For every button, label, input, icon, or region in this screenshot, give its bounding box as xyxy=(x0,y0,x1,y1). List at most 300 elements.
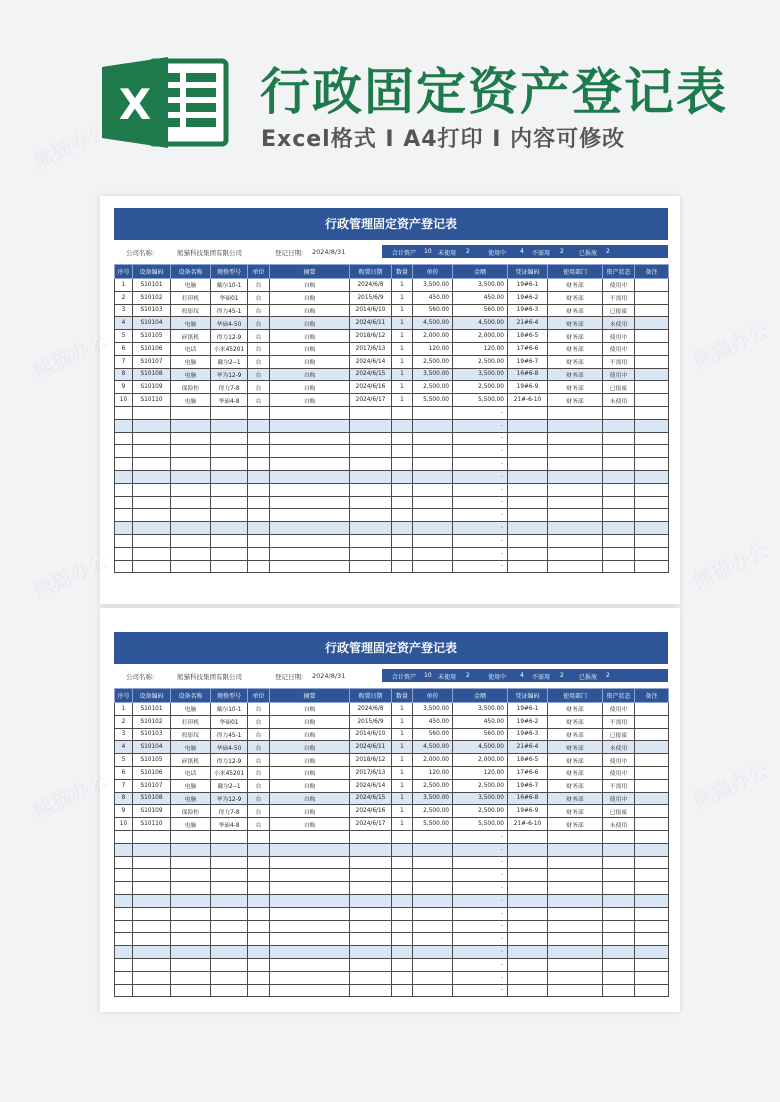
table-cell[interactable]: S10106 xyxy=(133,342,171,355)
table-cell[interactable]: 财务部 xyxy=(548,818,603,831)
table-cell[interactable]: 投影仪 xyxy=(171,304,211,317)
table-cell[interactable]: 自购 xyxy=(270,368,350,381)
table-cell[interactable] xyxy=(248,509,270,522)
table-cell[interactable] xyxy=(211,458,248,471)
table-cell[interactable] xyxy=(508,894,548,907)
table-cell[interactable] xyxy=(171,496,211,509)
table-cell[interactable] xyxy=(548,882,603,895)
table-cell[interactable] xyxy=(392,534,413,547)
table-cell[interactable]: 560.00 xyxy=(453,728,508,741)
table-cell[interactable] xyxy=(211,483,248,496)
table-cell[interactable] xyxy=(392,984,413,997)
table-cell[interactable] xyxy=(635,496,669,509)
table-cell[interactable] xyxy=(548,509,603,522)
table-cell[interactable] xyxy=(211,920,248,933)
table-cell[interactable] xyxy=(413,509,453,522)
table-cell[interactable] xyxy=(603,830,635,843)
table-cell[interactable] xyxy=(211,907,248,920)
table-cell[interactable]: 自购 xyxy=(270,291,350,304)
table-cell[interactable]: 560.00 xyxy=(453,304,508,317)
table-cell[interactable]: 财务部 xyxy=(548,317,603,330)
table-cell[interactable] xyxy=(413,830,453,843)
table-cell[interactable]: 电脑 xyxy=(171,317,211,330)
table-cell[interactable]: S10101 xyxy=(133,703,171,716)
table-cell[interactable] xyxy=(115,894,133,907)
table-cell[interactable]: 2024/6/16 xyxy=(350,805,392,818)
table-cell[interactable]: 使用中 xyxy=(603,279,635,292)
table-cell[interactable]: - xyxy=(453,958,508,971)
table-cell[interactable] xyxy=(133,560,171,573)
table-cell[interactable]: - xyxy=(453,470,508,483)
table-cell[interactable] xyxy=(635,843,669,856)
table-cell[interactable] xyxy=(548,470,603,483)
table-cell[interactable] xyxy=(635,869,669,882)
table-cell[interactable] xyxy=(635,458,669,471)
table-cell[interactable] xyxy=(270,907,350,920)
table-cell[interactable] xyxy=(270,894,350,907)
table-cell[interactable]: 9 xyxy=(115,805,133,818)
table-cell[interactable]: 2024/6/15 xyxy=(350,792,392,805)
table-cell[interactable]: 7 xyxy=(115,779,133,792)
table-cell[interactable] xyxy=(635,984,669,997)
table-cell[interactable]: 10 xyxy=(115,818,133,831)
table-cell[interactable]: 电脑 xyxy=(171,792,211,805)
table-cell[interactable]: 得力45-1 xyxy=(211,728,248,741)
table-cell[interactable] xyxy=(248,406,270,419)
table-cell[interactable] xyxy=(350,483,392,496)
table-cell[interactable]: 1 xyxy=(392,715,413,728)
table-cell[interactable] xyxy=(211,933,248,946)
table-cell[interactable]: 2024/6/11 xyxy=(350,741,392,754)
table-cell[interactable] xyxy=(635,907,669,920)
table-cell[interactable] xyxy=(248,458,270,471)
table-cell[interactable] xyxy=(413,432,453,445)
table-cell[interactable] xyxy=(508,560,548,573)
table-cell[interactable] xyxy=(115,432,133,445)
table-cell[interactable] xyxy=(211,470,248,483)
table-cell[interactable]: 电脑 xyxy=(171,703,211,716)
table-cell[interactable] xyxy=(115,406,133,419)
table-cell[interactable]: 1 xyxy=(115,703,133,716)
table-cell[interactable] xyxy=(392,856,413,869)
table-cell[interactable]: - xyxy=(453,856,508,869)
table-cell[interactable] xyxy=(548,534,603,547)
table-cell[interactable]: 台 xyxy=(248,754,270,767)
table-cell[interactable]: 已报废 xyxy=(603,304,635,317)
table-cell[interactable]: 7 xyxy=(115,355,133,368)
table-cell[interactable]: 自购 xyxy=(270,342,350,355)
table-cell[interactable]: 财务部 xyxy=(548,715,603,728)
table-cell[interactable]: 电脑 xyxy=(171,368,211,381)
table-cell[interactable]: 3,500.00 xyxy=(413,368,453,381)
table-cell[interactable] xyxy=(133,907,171,920)
table-cell[interactable]: 使用中 xyxy=(603,703,635,716)
table-cell[interactable]: 5 xyxy=(115,754,133,767)
table-cell[interactable] xyxy=(413,496,453,509)
table-cell[interactable] xyxy=(248,920,270,933)
table-cell[interactable]: 17#6-6 xyxy=(508,342,548,355)
table-cell[interactable] xyxy=(350,907,392,920)
table-cell[interactable] xyxy=(171,458,211,471)
table-cell[interactable] xyxy=(635,715,669,728)
table-cell[interactable] xyxy=(413,933,453,946)
table-cell[interactable]: - xyxy=(453,432,508,445)
table-cell[interactable] xyxy=(115,843,133,856)
table-cell[interactable] xyxy=(603,445,635,458)
table-cell[interactable]: 华硕4-8 xyxy=(211,394,248,407)
table-cell[interactable] xyxy=(635,419,669,432)
table-cell[interactable] xyxy=(350,894,392,907)
table-cell[interactable] xyxy=(171,894,211,907)
table-cell[interactable] xyxy=(392,920,413,933)
table-cell[interactable] xyxy=(115,419,133,432)
table-cell[interactable] xyxy=(115,869,133,882)
table-cell[interactable] xyxy=(171,920,211,933)
table-cell[interactable]: 使用中 xyxy=(603,342,635,355)
table-cell[interactable] xyxy=(635,509,669,522)
table-cell[interactable] xyxy=(211,958,248,971)
table-cell[interactable] xyxy=(548,984,603,997)
table-cell[interactable] xyxy=(603,958,635,971)
table-cell[interactable]: 19#6-2 xyxy=(508,715,548,728)
table-cell[interactable]: 保险柜 xyxy=(171,805,211,818)
table-cell[interactable]: 台 xyxy=(248,330,270,343)
table-cell[interactable] xyxy=(171,534,211,547)
table-cell[interactable] xyxy=(392,509,413,522)
table-cell[interactable]: 2,000.00 xyxy=(453,754,508,767)
table-cell[interactable] xyxy=(413,894,453,907)
table-cell[interactable]: - xyxy=(453,946,508,959)
table-cell[interactable]: 18#6-5 xyxy=(508,754,548,767)
table-cell[interactable] xyxy=(211,946,248,959)
table-cell[interactable]: 21#-6-10 xyxy=(508,394,548,407)
table-cell[interactable] xyxy=(270,483,350,496)
table-cell[interactable] xyxy=(508,920,548,933)
table-cell[interactable] xyxy=(413,971,453,984)
table-cell[interactable]: 财务部 xyxy=(548,754,603,767)
table-cell[interactable] xyxy=(548,971,603,984)
table-cell[interactable]: 财务部 xyxy=(548,368,603,381)
table-cell[interactable] xyxy=(133,419,171,432)
table-cell[interactable] xyxy=(392,496,413,509)
table-cell[interactable]: 台 xyxy=(248,766,270,779)
table-cell[interactable]: 2017/6/13 xyxy=(350,342,392,355)
table-cell[interactable] xyxy=(635,534,669,547)
table-cell[interactable]: 使用中 xyxy=(603,330,635,343)
table-cell[interactable] xyxy=(413,882,453,895)
table-cell[interactable]: 投影仪 xyxy=(171,728,211,741)
table-cell[interactable] xyxy=(603,984,635,997)
table-cell[interactable]: 3,500.00 xyxy=(413,703,453,716)
table-cell[interactable]: 不需用 xyxy=(603,715,635,728)
table-cell[interactable] xyxy=(115,560,133,573)
table-cell[interactable] xyxy=(171,547,211,560)
table-cell[interactable] xyxy=(171,971,211,984)
table-cell[interactable] xyxy=(392,483,413,496)
table-cell[interactable] xyxy=(635,741,669,754)
table-cell[interactable] xyxy=(270,496,350,509)
table-cell[interactable] xyxy=(635,394,669,407)
table-cell[interactable]: 保险柜 xyxy=(171,381,211,394)
table-cell[interactable] xyxy=(508,496,548,509)
table-cell[interactable] xyxy=(392,946,413,959)
table-cell[interactable]: 自购 xyxy=(270,805,350,818)
table-cell[interactable]: 小米45201 xyxy=(211,766,248,779)
table-cell[interactable]: 1 xyxy=(392,317,413,330)
table-cell[interactable] xyxy=(248,419,270,432)
table-cell[interactable] xyxy=(350,470,392,483)
table-cell[interactable] xyxy=(171,869,211,882)
table-cell[interactable] xyxy=(350,445,392,458)
table-cell[interactable]: 华硕4-50 xyxy=(211,741,248,754)
table-cell[interactable] xyxy=(133,534,171,547)
table-cell[interactable] xyxy=(133,830,171,843)
table-cell[interactable]: 3,500.00 xyxy=(453,703,508,716)
table-cell[interactable] xyxy=(350,547,392,560)
table-cell[interactable] xyxy=(548,958,603,971)
table-cell[interactable]: 2024/6/15 xyxy=(350,368,392,381)
table-cell[interactable]: 120.00 xyxy=(413,766,453,779)
table-cell[interactable]: 财务部 xyxy=(548,792,603,805)
table-cell[interactable]: 财务部 xyxy=(548,279,603,292)
table-cell[interactable]: 1 xyxy=(392,342,413,355)
table-cell[interactable] xyxy=(270,445,350,458)
table-cell[interactable] xyxy=(603,534,635,547)
table-cell[interactable]: 自购 xyxy=(270,355,350,368)
table-cell[interactable]: 2,500.00 xyxy=(453,355,508,368)
table-cell[interactable] xyxy=(548,843,603,856)
table-cell[interactable]: 19#6-9 xyxy=(508,381,548,394)
table-cell[interactable]: 台 xyxy=(248,355,270,368)
table-cell[interactable] xyxy=(133,406,171,419)
table-cell[interactable]: 自购 xyxy=(270,779,350,792)
table-cell[interactable]: 2,500.00 xyxy=(413,355,453,368)
table-cell[interactable] xyxy=(548,869,603,882)
table-cell[interactable]: 450.00 xyxy=(413,715,453,728)
table-cell[interactable]: 华为12-9 xyxy=(211,792,248,805)
table-cell[interactable] xyxy=(508,971,548,984)
table-cell[interactable] xyxy=(603,406,635,419)
table-cell[interactable]: 电脑 xyxy=(171,355,211,368)
table-cell[interactable] xyxy=(115,496,133,509)
table-cell[interactable] xyxy=(413,920,453,933)
table-cell[interactable] xyxy=(392,882,413,895)
table-cell[interactable]: 6 xyxy=(115,766,133,779)
table-cell[interactable] xyxy=(171,445,211,458)
table-cell[interactable]: 台 xyxy=(248,703,270,716)
table-cell[interactable]: - xyxy=(453,843,508,856)
table-cell[interactable]: 5,500.00 xyxy=(453,818,508,831)
table-cell[interactable]: - xyxy=(453,882,508,895)
table-cell[interactable]: 得力45-1 xyxy=(211,304,248,317)
table-cell[interactable] xyxy=(548,907,603,920)
table-cell[interactable] xyxy=(115,882,133,895)
table-cell[interactable] xyxy=(603,920,635,933)
table-cell[interactable]: 2024/6/16 xyxy=(350,381,392,394)
table-cell[interactable]: 台 xyxy=(248,394,270,407)
table-cell[interactable] xyxy=(211,856,248,869)
table-cell[interactable] xyxy=(413,547,453,560)
table-cell[interactable] xyxy=(413,534,453,547)
table-cell[interactable] xyxy=(350,882,392,895)
table-cell[interactable]: 2024/6/14 xyxy=(350,355,392,368)
table-cell[interactable]: 8 xyxy=(115,368,133,381)
table-cell[interactable] xyxy=(508,907,548,920)
table-cell[interactable]: 自购 xyxy=(270,330,350,343)
table-cell[interactable] xyxy=(115,547,133,560)
table-cell[interactable] xyxy=(270,843,350,856)
table-cell[interactable]: 4,500.00 xyxy=(453,317,508,330)
table-cell[interactable] xyxy=(413,843,453,856)
table-cell[interactable]: 得力12-9 xyxy=(211,754,248,767)
table-cell[interactable] xyxy=(248,971,270,984)
table-cell[interactable]: 19#6-1 xyxy=(508,703,548,716)
table-cell[interactable] xyxy=(548,560,603,573)
table-cell[interactable] xyxy=(392,843,413,856)
table-cell[interactable]: 2015/6/9 xyxy=(350,291,392,304)
table-cell[interactable] xyxy=(248,830,270,843)
table-cell[interactable] xyxy=(270,830,350,843)
table-cell[interactable]: 华硕4-8 xyxy=(211,818,248,831)
table-cell[interactable]: 自购 xyxy=(270,317,350,330)
table-cell[interactable]: S10107 xyxy=(133,355,171,368)
table-cell[interactable]: 5 xyxy=(115,330,133,343)
table-cell[interactable] xyxy=(350,432,392,445)
table-cell[interactable] xyxy=(133,869,171,882)
table-cell[interactable] xyxy=(548,432,603,445)
table-cell[interactable] xyxy=(115,445,133,458)
table-cell[interactable] xyxy=(508,470,548,483)
table-cell[interactable] xyxy=(635,920,669,933)
table-cell[interactable]: 财务部 xyxy=(548,703,603,716)
table-cell[interactable] xyxy=(171,984,211,997)
table-cell[interactable] xyxy=(270,933,350,946)
table-cell[interactable] xyxy=(413,483,453,496)
table-cell[interactable] xyxy=(270,458,350,471)
table-cell[interactable]: 4 xyxy=(115,741,133,754)
table-cell[interactable] xyxy=(635,958,669,971)
table-cell[interactable] xyxy=(211,406,248,419)
table-cell[interactable] xyxy=(635,971,669,984)
table-cell[interactable]: 450.00 xyxy=(453,291,508,304)
table-cell[interactable]: 8 xyxy=(115,792,133,805)
table-cell[interactable]: 台 xyxy=(248,715,270,728)
table-cell[interactable] xyxy=(171,560,211,573)
table-cell[interactable]: 电脑 xyxy=(171,818,211,831)
table-cell[interactable]: 2,500.00 xyxy=(453,381,508,394)
table-cell[interactable]: 自购 xyxy=(270,792,350,805)
table-cell[interactable]: 1 xyxy=(392,779,413,792)
table-cell[interactable] xyxy=(248,843,270,856)
table-cell[interactable]: S10108 xyxy=(133,792,171,805)
table-cell[interactable] xyxy=(133,458,171,471)
table-cell[interactable] xyxy=(548,894,603,907)
table-cell[interactable]: - xyxy=(453,483,508,496)
table-cell[interactable]: - xyxy=(453,830,508,843)
table-cell[interactable] xyxy=(270,560,350,573)
table-cell[interactable]: 华硕01 xyxy=(211,291,248,304)
table-cell[interactable]: 450.00 xyxy=(453,715,508,728)
table-cell[interactable]: 19#6-7 xyxy=(508,355,548,368)
table-cell[interactable]: 2014/6/10 xyxy=(350,304,392,317)
table-cell[interactable]: S10102 xyxy=(133,291,171,304)
table-cell[interactable] xyxy=(508,856,548,869)
table-cell[interactable] xyxy=(392,406,413,419)
table-cell[interactable]: 1 xyxy=(392,291,413,304)
table-cell[interactable]: 1 xyxy=(392,818,413,831)
table-cell[interactable]: 3 xyxy=(115,728,133,741)
table-cell[interactable] xyxy=(508,509,548,522)
table-cell[interactable] xyxy=(248,984,270,997)
table-cell[interactable] xyxy=(635,522,669,535)
table-cell[interactable]: 台 xyxy=(248,291,270,304)
table-cell[interactable]: 2024/6/11 xyxy=(350,317,392,330)
table-cell[interactable] xyxy=(211,830,248,843)
table-cell[interactable] xyxy=(392,445,413,458)
table-cell[interactable] xyxy=(635,933,669,946)
table-cell[interactable]: 财务部 xyxy=(548,342,603,355)
table-cell[interactable] xyxy=(603,522,635,535)
table-cell[interactable] xyxy=(508,843,548,856)
table-cell[interactable] xyxy=(635,470,669,483)
table-cell[interactable]: 使用中 xyxy=(603,754,635,767)
table-cell[interactable] xyxy=(270,882,350,895)
table-cell[interactable]: 财务部 xyxy=(548,741,603,754)
table-cell[interactable] xyxy=(635,805,669,818)
table-cell[interactable]: S10102 xyxy=(133,715,171,728)
table-cell[interactable]: 财务部 xyxy=(548,291,603,304)
table-cell[interactable]: 19#6-2 xyxy=(508,291,548,304)
table-cell[interactable] xyxy=(508,933,548,946)
table-cell[interactable]: 2015/6/9 xyxy=(350,715,392,728)
table-cell[interactable]: 未使用 xyxy=(603,741,635,754)
table-cell[interactable] xyxy=(603,458,635,471)
table-cell[interactable] xyxy=(248,882,270,895)
table-cell[interactable] xyxy=(603,483,635,496)
table-cell[interactable]: 2,500.00 xyxy=(453,779,508,792)
table-cell[interactable] xyxy=(603,509,635,522)
table-cell[interactable]: 3,500.00 xyxy=(453,279,508,292)
table-cell[interactable] xyxy=(133,843,171,856)
table-cell[interactable] xyxy=(270,509,350,522)
table-cell[interactable] xyxy=(508,432,548,445)
table-cell[interactable] xyxy=(115,907,133,920)
table-cell[interactable] xyxy=(548,946,603,959)
table-cell[interactable] xyxy=(115,458,133,471)
table-cell[interactable]: 2024/6/8 xyxy=(350,279,392,292)
table-cell[interactable] xyxy=(548,547,603,560)
table-cell[interactable] xyxy=(115,958,133,971)
table-cell[interactable] xyxy=(270,984,350,997)
table-cell[interactable]: 自购 xyxy=(270,754,350,767)
table-cell[interactable] xyxy=(270,419,350,432)
table-cell[interactable]: 自购 xyxy=(270,818,350,831)
table-cell[interactable]: 9 xyxy=(115,381,133,394)
table-cell[interactable] xyxy=(508,830,548,843)
table-cell[interactable] xyxy=(171,432,211,445)
table-cell[interactable] xyxy=(548,419,603,432)
table-cell[interactable]: 华硕4-50 xyxy=(211,317,248,330)
table-cell[interactable] xyxy=(508,882,548,895)
table-cell[interactable]: 财务部 xyxy=(548,355,603,368)
table-cell[interactable] xyxy=(171,856,211,869)
table-cell[interactable] xyxy=(171,470,211,483)
table-cell[interactable]: 1 xyxy=(392,279,413,292)
table-cell[interactable]: 560.00 xyxy=(413,728,453,741)
table-cell[interactable]: 5,500.00 xyxy=(453,394,508,407)
table-cell[interactable] xyxy=(350,843,392,856)
table-cell[interactable] xyxy=(133,920,171,933)
